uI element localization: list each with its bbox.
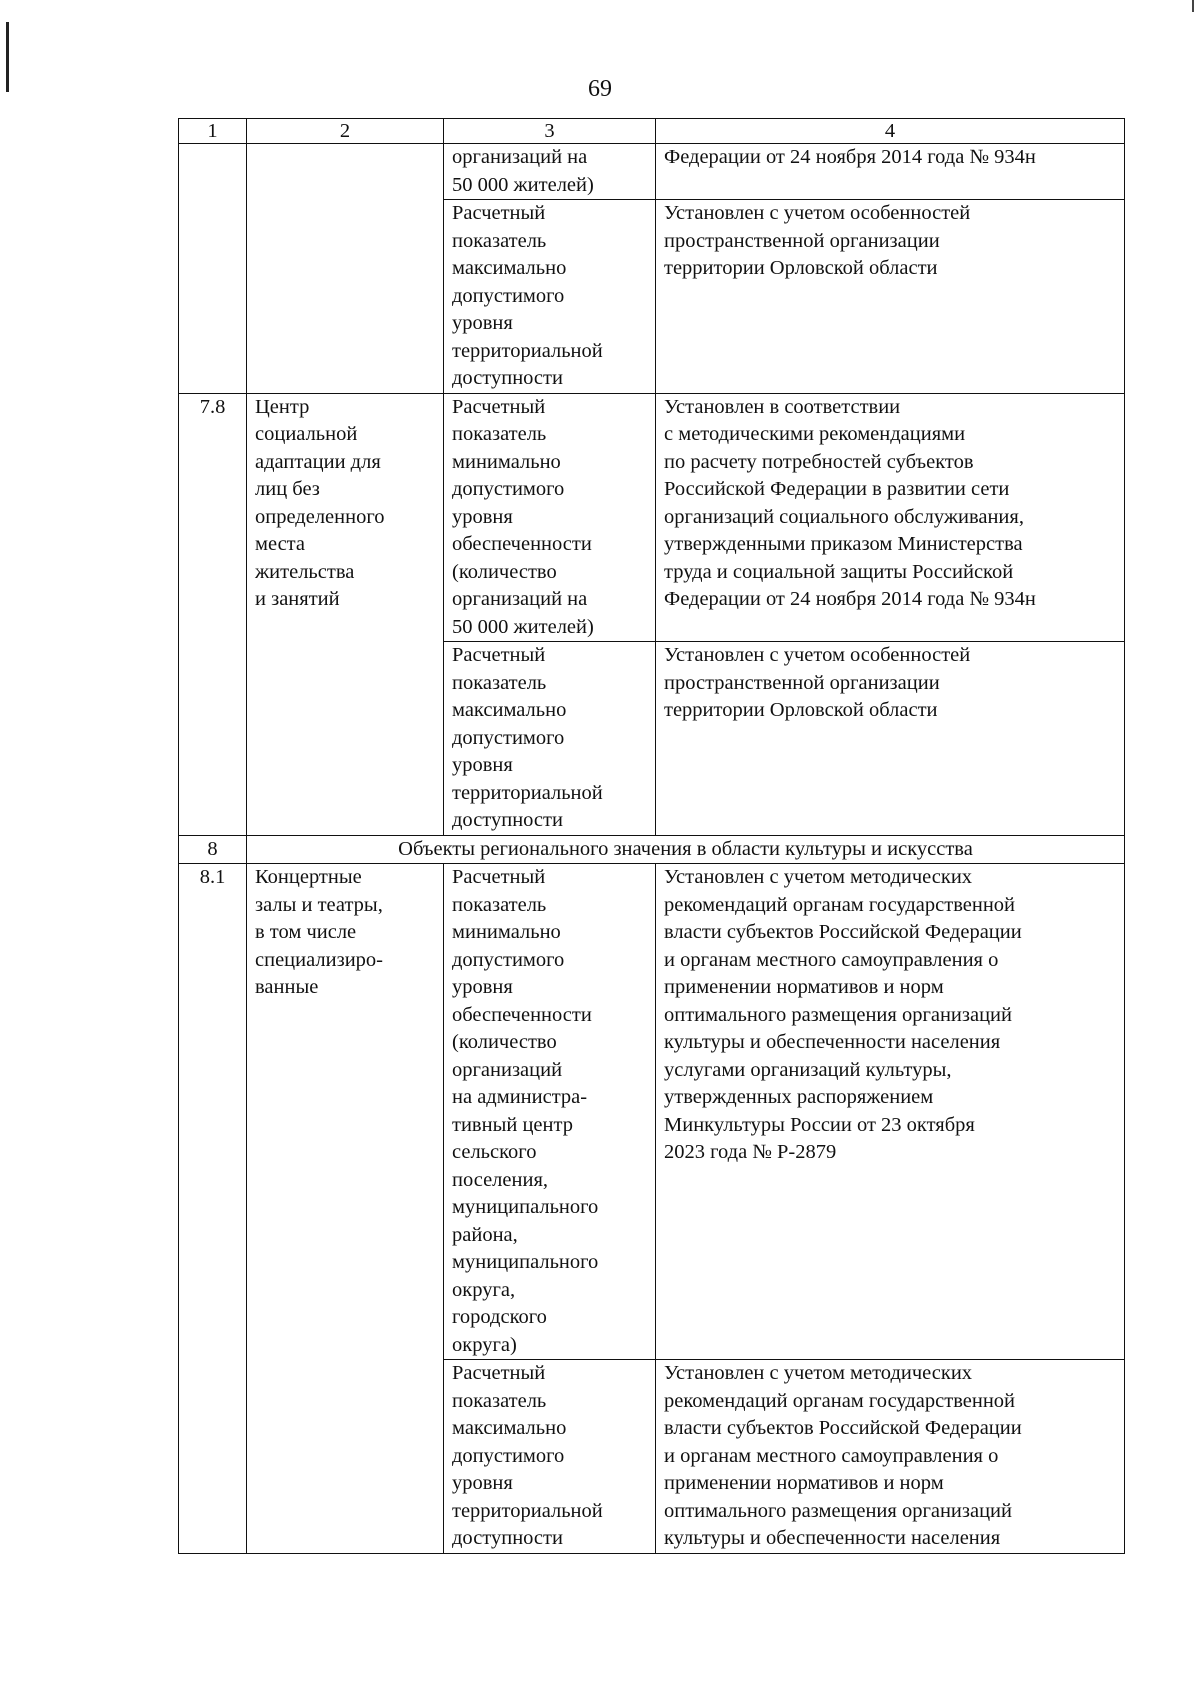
table-row xyxy=(179,393,1125,642)
object-name-cell: Концертные залы и театры, в том числе специализиро- ванные xyxy=(247,864,444,1554)
item-number-cell xyxy=(179,144,247,394)
regulation-table xyxy=(178,118,1125,1554)
section-header-row xyxy=(179,835,1125,864)
indicator-cell: организаций на 50 000 жителей) xyxy=(444,144,656,200)
table-row xyxy=(179,144,1125,200)
basis-cell: Установлен в соответствии с методическими рекомендациями по расчету потребностей субъектов Российской Федерации в развитии сети организаций социального обслуживания, утвержденными приказом Министерства труда и социальной защиты Российской Федерации от 24 ноября 2014 года № 934н xyxy=(656,393,1125,642)
section-number-cell: 8 xyxy=(179,835,247,864)
item-number-cell: 7.8 xyxy=(179,393,247,835)
scan-corner-mark xyxy=(1192,0,1194,12)
basis-cell: Установлен с учетом особенностей пространственной организации территории Орловской области xyxy=(656,200,1125,394)
column-number: 2 xyxy=(247,119,444,144)
table-row xyxy=(179,864,1125,1360)
basis-cell: Установлен с учетом методических рекомендаций органам государственной власти субъектов Российской Федерации и органам местного самоуправления о применении нормативов и норм оптимального размещения организаций культуры и обеспеченности населения xyxy=(656,1360,1125,1554)
column-number: 3 xyxy=(444,119,656,144)
section-title-cell: Объекты регионального значения в области культуры и искусства xyxy=(247,835,1125,864)
page-number: 69 xyxy=(588,76,612,102)
indicator-cell: Расчетный показатель максимально допустимого уровня территориальной доступности xyxy=(444,200,656,394)
basis-cell: Установлен с учетом методических рекомендаций органам государственной власти субъектов Российской Федерации и органам местного самоуправления о применении нормативов и норм оптимального размещения организаций культуры и обеспеченности населения услугами организаций культуры, утвержденных распоряжением Минкультуры России от 23 октября 2023 года № Р-2879 xyxy=(656,864,1125,1360)
indicator-cell: Расчетный показатель максимально допустимого уровня территориальной доступности xyxy=(444,1360,656,1554)
indicator-cell: Расчетный показатель минимально допустимого уровня обеспеченности (количество организаций на 50 000 жителей) xyxy=(444,393,656,642)
basis-cell: Федерации от 24 ноября 2014 года № 934н xyxy=(656,144,1125,200)
indicator-cell: Расчетный показатель максимально допустимого уровня территориальной доступности xyxy=(444,642,656,836)
column-number: 4 xyxy=(656,119,1125,144)
basis-cell: Установлен с учетом особенностей пространственной организации территории Орловской области xyxy=(656,642,1125,836)
object-name-cell: Центр социальной адаптации для лиц без определенного места жительства и занятий xyxy=(247,393,444,835)
object-name-cell xyxy=(247,144,444,394)
column-number-row xyxy=(179,119,1125,144)
indicator-cell: Расчетный показатель минимально допустимого уровня обеспеченности (количество организаций на администра- тивный центр сельского поселения, муниципального района, муниципального округа, городского округа) xyxy=(444,864,656,1360)
item-number-cell: 8.1 xyxy=(179,864,247,1554)
column-number: 1 xyxy=(179,119,247,144)
